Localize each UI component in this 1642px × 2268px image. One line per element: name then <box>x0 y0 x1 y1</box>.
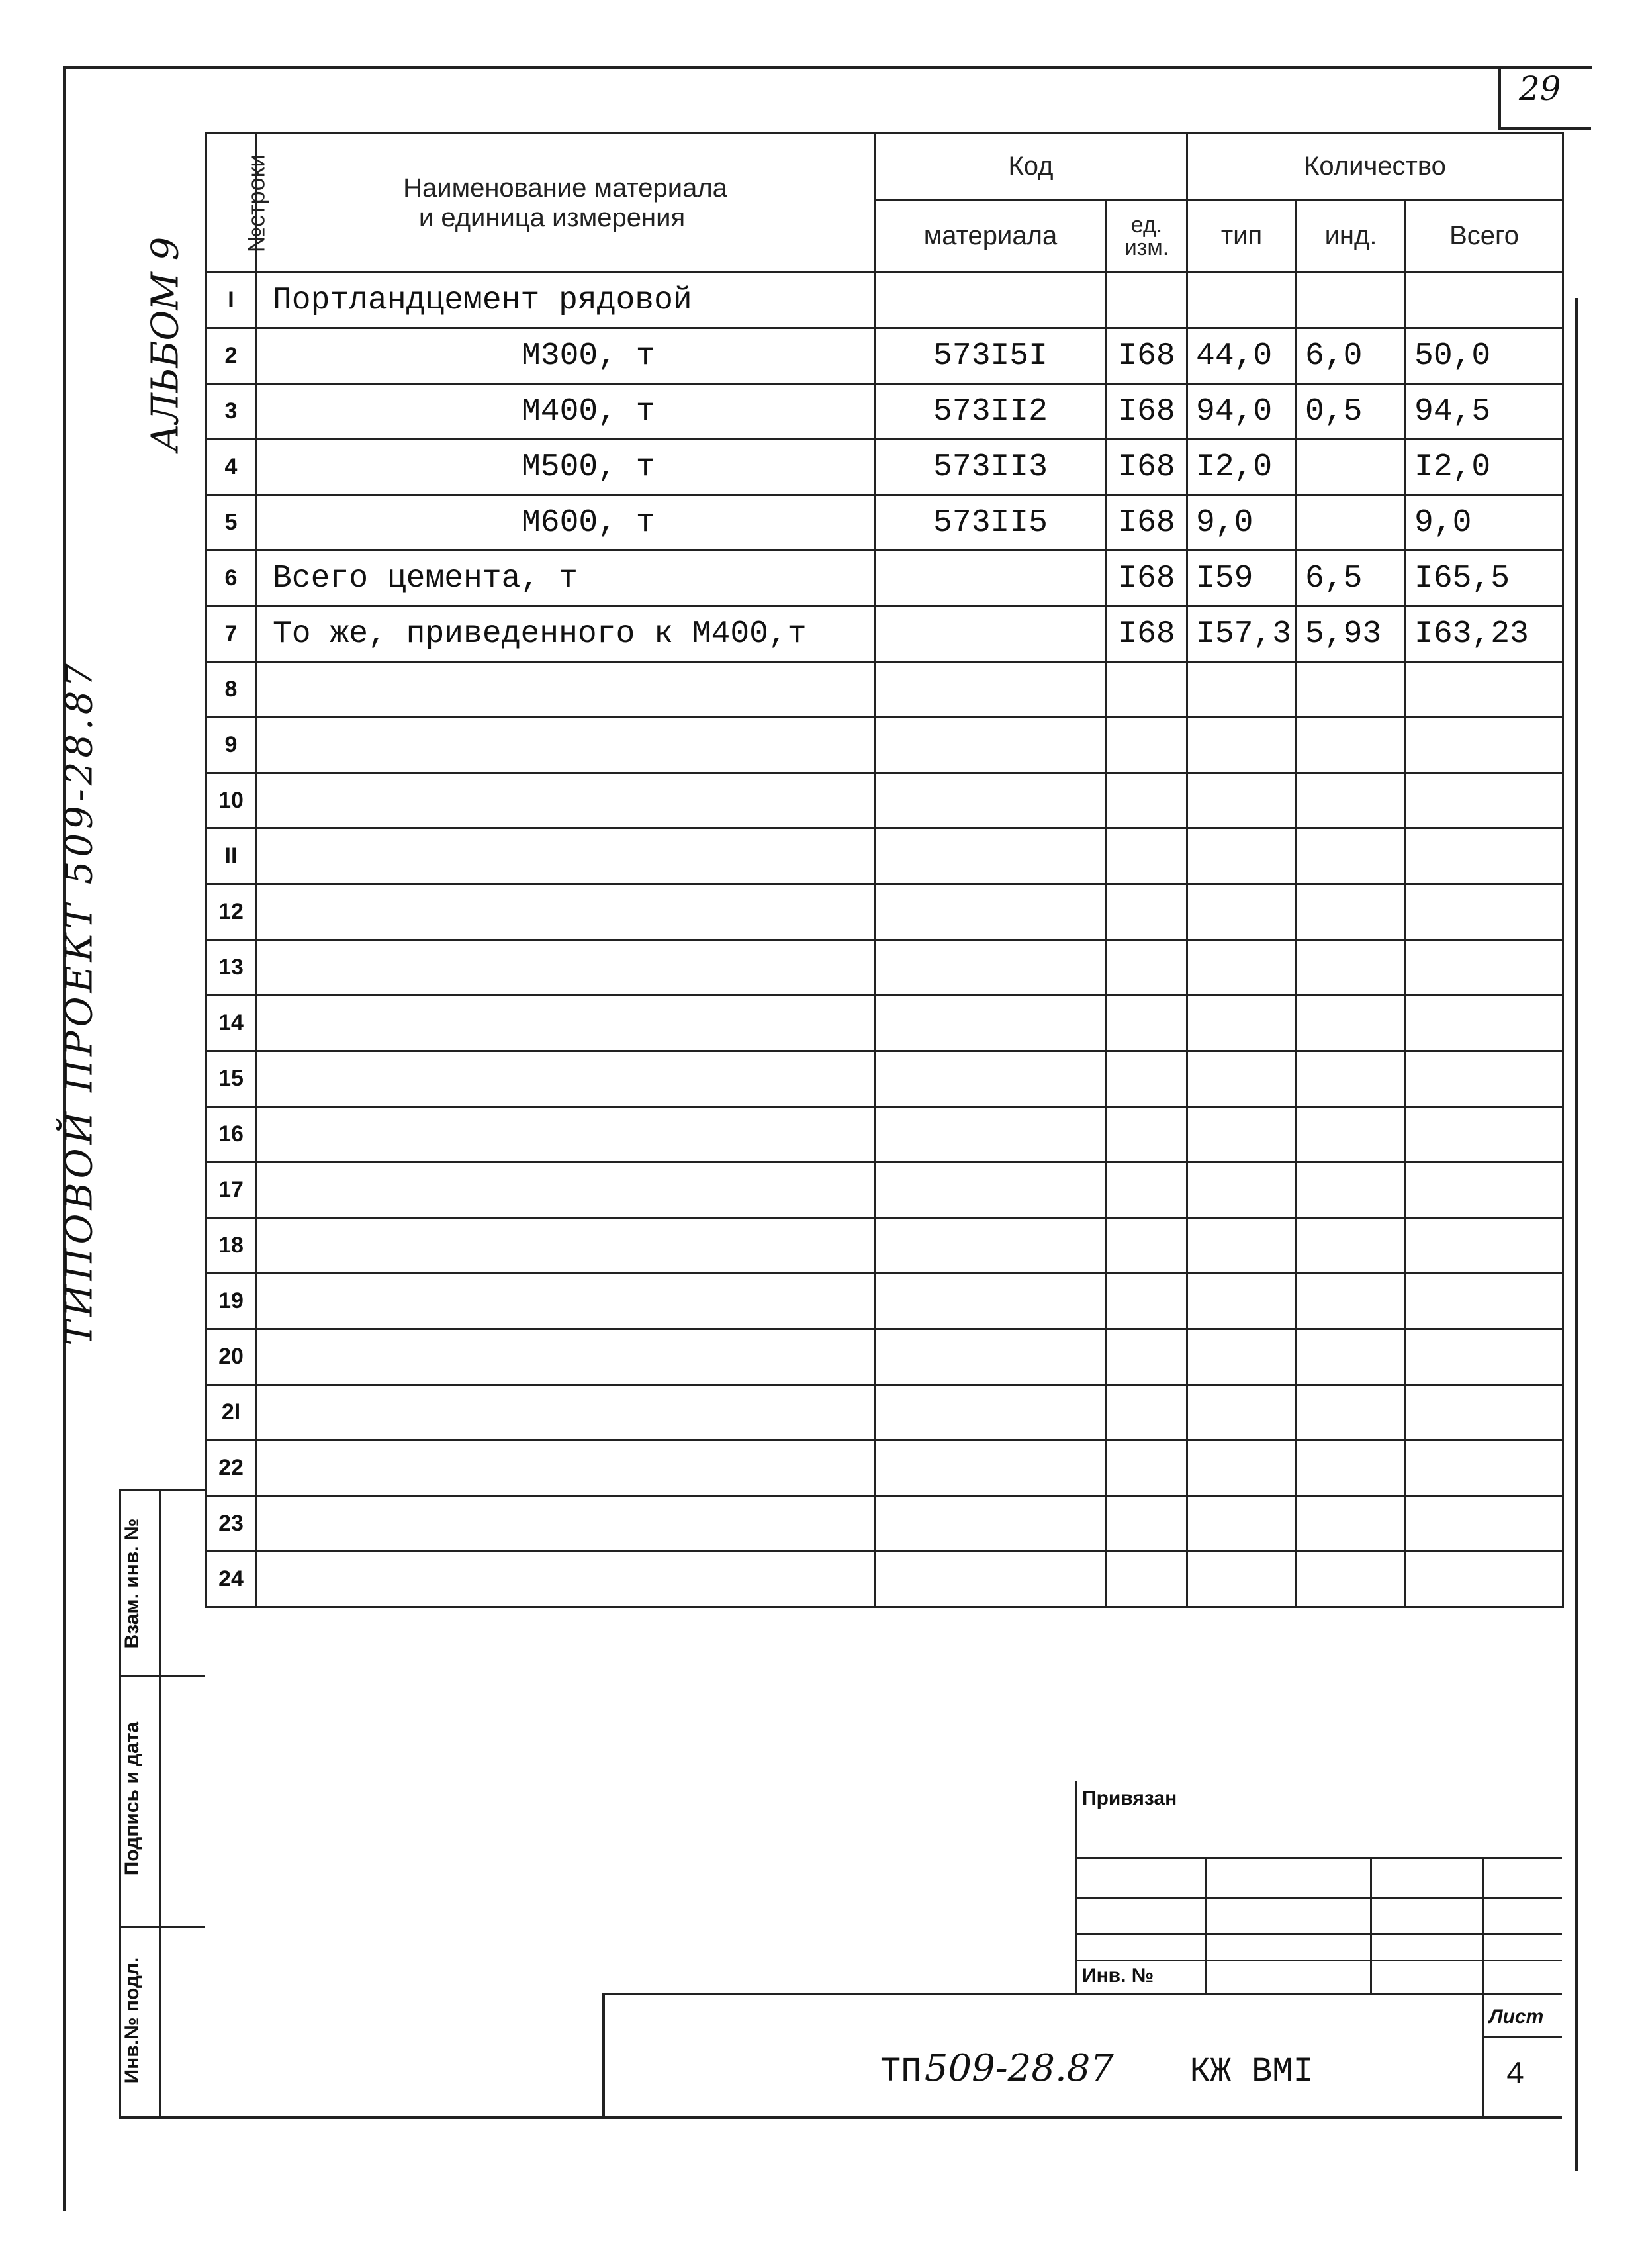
qty-type-cell: 44,0 <box>1187 328 1297 384</box>
privyazan-label: Привязан <box>1082 1787 1177 1809</box>
project-title: ТИПОВОЙ ПРОЕКТ 509-28.87 <box>58 659 101 1346</box>
material-name-cell: То же, приведенного к М400,т <box>256 606 875 662</box>
material-name-cell <box>256 1107 875 1162</box>
table-row <box>206 1329 1563 1385</box>
qty-type-cell <box>1187 884 1297 940</box>
material-name-cell: Портландцемент рядовой <box>256 273 875 328</box>
header-quantity: Количество <box>1187 134 1563 200</box>
qty-ind-cell <box>1297 495 1406 551</box>
table-row <box>206 1552 1563 1607</box>
material-code-cell <box>875 551 1107 606</box>
table-row <box>206 384 1563 440</box>
qty-type-cell: 94,0 <box>1187 384 1297 440</box>
unit-code-cell <box>1107 1162 1187 1218</box>
row-number-cell: 22 <box>206 1441 256 1496</box>
material-code-cell: 573II3 <box>875 440 1107 495</box>
qty-ind-cell <box>1297 1496 1406 1552</box>
qty-total-cell <box>1406 1496 1563 1552</box>
material-code-cell <box>875 1496 1107 1552</box>
material-name-cell: М600, т <box>256 495 875 551</box>
material-code-cell <box>875 884 1107 940</box>
qty-type-cell <box>1187 718 1297 773</box>
tb-line-1 <box>1075 1857 1562 1859</box>
stamp-podpis-data: Подпись и дата <box>121 1721 143 1876</box>
table-row <box>206 1162 1563 1218</box>
tb-vsep-3 <box>1482 1857 1484 2118</box>
list-value: 4 <box>1506 2057 1525 2093</box>
tb-line-3 <box>1075 1933 1562 1935</box>
qty-type-cell <box>1187 1051 1297 1107</box>
qty-ind-cell <box>1297 1218 1406 1274</box>
stamp-div2 <box>119 1926 205 1928</box>
material-name-cell <box>256 1329 875 1385</box>
row-number-cell: 13 <box>206 940 256 996</box>
material-name-cell <box>256 829 875 884</box>
material-name-cell <box>256 1218 875 1274</box>
table-row <box>206 273 1563 328</box>
qty-total-cell: 94,5 <box>1406 384 1563 440</box>
qty-type-cell <box>1187 996 1297 1051</box>
qty-type-cell <box>1187 1162 1297 1218</box>
qty-ind-cell: 5,93 <box>1297 606 1406 662</box>
qty-ind-cell <box>1297 1162 1406 1218</box>
material-name-cell <box>256 1162 875 1218</box>
qty-total-cell <box>1406 1385 1563 1441</box>
material-name-cell: М400, т <box>256 384 875 440</box>
unit-code-cell <box>1107 1385 1187 1441</box>
qty-total-cell <box>1406 940 1563 996</box>
row-number-cell: 15 <box>206 1051 256 1107</box>
qty-type-cell <box>1187 1552 1297 1607</box>
tb-line-2 <box>1075 1897 1562 1899</box>
material-name-cell <box>256 1051 875 1107</box>
qty-total-cell <box>1406 662 1563 718</box>
unit-code-cell <box>1107 996 1187 1051</box>
unit-code-cell: I68 <box>1107 495 1187 551</box>
row-number-cell: 19 <box>206 1274 256 1329</box>
row-number-cell: 2 <box>206 328 256 384</box>
table-row <box>206 495 1563 551</box>
qty-type-cell <box>1187 1385 1297 1441</box>
qty-ind-cell <box>1297 273 1406 328</box>
qty-total-cell: I2,0 <box>1406 440 1563 495</box>
material-code-cell <box>875 1274 1107 1329</box>
frame-pagebox-bottom <box>1498 127 1591 130</box>
header-code: Код <box>875 134 1187 200</box>
unit-code-cell: I68 <box>1107 551 1187 606</box>
frame-pagebox-left <box>1498 66 1501 129</box>
qty-total-cell <box>1406 273 1563 328</box>
qty-total-cell <box>1406 1441 1563 1496</box>
unit-code-cell <box>1107 1496 1187 1552</box>
material-name-cell <box>256 1441 875 1496</box>
material-name-cell: М500, т <box>256 440 875 495</box>
tb-vsep-1 <box>1205 1857 1207 1993</box>
table-row <box>206 829 1563 884</box>
qty-type-cell <box>1187 1441 1297 1496</box>
material-name-cell <box>256 718 875 773</box>
qty-total-cell <box>1406 1274 1563 1329</box>
qty-type-cell <box>1187 1329 1297 1385</box>
table-row <box>206 940 1563 996</box>
qty-ind-cell <box>1297 940 1406 996</box>
material-name-cell <box>256 996 875 1051</box>
table-row <box>206 1107 1563 1162</box>
material-code-cell <box>875 1441 1107 1496</box>
qty-total-cell <box>1406 884 1563 940</box>
qty-total-cell: 50,0 <box>1406 328 1563 384</box>
header-code-unit: ед. изм. <box>1107 200 1187 273</box>
document-designation <box>880 2047 1314 2091</box>
table-row <box>206 1218 1563 1274</box>
qty-ind-cell <box>1297 718 1406 773</box>
table-row <box>206 662 1563 718</box>
table-row <box>206 884 1563 940</box>
tb-line-4 <box>1075 1960 1562 1961</box>
unit-code-cell <box>1107 1051 1187 1107</box>
unit-code-cell <box>1107 940 1187 996</box>
material-code-cell <box>875 1329 1107 1385</box>
qty-type-cell: I2,0 <box>1187 440 1297 495</box>
stamp-bottom <box>119 2116 1562 2119</box>
unit-code-cell: I68 <box>1107 328 1187 384</box>
tb-list-sep <box>1482 2036 1562 2038</box>
material-name-cell: Всего цемента, т <box>256 551 875 606</box>
inv-no-label: Инв. № <box>1082 1965 1154 1987</box>
qty-total-cell <box>1406 1552 1563 1607</box>
row-number-cell: 12 <box>206 884 256 940</box>
qty-type-cell: I59 <box>1187 551 1297 606</box>
qty-total-cell <box>1406 718 1563 773</box>
table-row <box>206 996 1563 1051</box>
table-row <box>206 606 1563 662</box>
materials-table <box>205 132 1564 1608</box>
table-row <box>206 1441 1563 1496</box>
qty-ind-cell <box>1297 1385 1406 1441</box>
qty-ind-cell <box>1297 773 1406 829</box>
unit-code-cell: I68 <box>1107 384 1187 440</box>
qty-total-cell <box>1406 773 1563 829</box>
qty-type-cell <box>1187 662 1297 718</box>
doc-suffix: КЖ ВМI <box>1189 2052 1314 2091</box>
qty-ind-cell: 6,5 <box>1297 551 1406 606</box>
header-qty-type: тип <box>1187 200 1297 273</box>
unit-code-cell <box>1107 1329 1187 1385</box>
unit-code-cell: I68 <box>1107 440 1187 495</box>
stamp-vzam-inv: Взам. инв. № <box>121 1518 143 1649</box>
row-number-cell: 10 <box>206 773 256 829</box>
list-label: Лист <box>1489 2006 1544 2028</box>
row-number-cell: 16 <box>206 1107 256 1162</box>
row-number-cell: 5 <box>206 495 256 551</box>
qty-ind-cell: 0,5 <box>1297 384 1406 440</box>
row-number-cell: 8 <box>206 662 256 718</box>
header-qty-ind: инд. <box>1297 200 1406 273</box>
row-number-cell: 7 <box>206 606 256 662</box>
material-name-cell <box>256 1496 875 1552</box>
frame-right-line <box>1575 298 1578 2171</box>
row-number-cell: 24 <box>206 1552 256 1607</box>
material-name-cell <box>256 940 875 996</box>
table-body <box>206 273 1563 1607</box>
album-title: АЛЬБОМ 9 <box>144 236 187 452</box>
table-row <box>206 440 1563 495</box>
table-row <box>206 773 1563 829</box>
material-code-cell: 573I5I <box>875 328 1107 384</box>
table-row <box>206 328 1563 384</box>
table-row <box>206 1496 1563 1552</box>
header-material-name: Наименование материала и единица измерения <box>256 134 875 273</box>
material-code-cell <box>875 940 1107 996</box>
doc-prefix: ТП <box>880 2052 922 2091</box>
qty-type-cell <box>1187 940 1297 996</box>
qty-ind-cell <box>1297 440 1406 495</box>
qty-type-cell <box>1187 773 1297 829</box>
qty-ind-cell <box>1297 996 1406 1051</box>
material-code-cell <box>875 718 1107 773</box>
material-code-cell <box>875 773 1107 829</box>
material-name-cell <box>256 1552 875 1607</box>
tb-vsep-2 <box>1370 1857 1372 1993</box>
material-code-cell <box>875 606 1107 662</box>
row-number-cell: 4 <box>206 440 256 495</box>
qty-total-cell: I63,23 <box>1406 606 1563 662</box>
material-code-cell <box>875 996 1107 1051</box>
row-number-cell: 9 <box>206 718 256 773</box>
row-number-cell: 17 <box>206 1162 256 1218</box>
material-code-cell <box>875 1218 1107 1274</box>
row-number-cell: 20 <box>206 1329 256 1385</box>
material-name-cell <box>256 884 875 940</box>
header-code-material: материала <box>875 200 1107 273</box>
unit-code-cell <box>1107 662 1187 718</box>
stamp-inv-podl: Инв.№ подл. <box>121 1957 143 2084</box>
qty-type-cell <box>1187 1218 1297 1274</box>
qty-type-cell: I57,3 <box>1187 606 1297 662</box>
qty-total-cell <box>1406 1107 1563 1162</box>
material-code-cell: 573II5 <box>875 495 1107 551</box>
table-row <box>206 718 1563 773</box>
material-name-cell <box>256 662 875 718</box>
qty-total-cell <box>1406 1051 1563 1107</box>
qty-ind-cell <box>1297 1441 1406 1496</box>
unit-code-cell <box>1107 1274 1187 1329</box>
qty-total-cell <box>1406 829 1563 884</box>
row-number-cell: 3 <box>206 384 256 440</box>
qty-ind-cell <box>1297 1329 1406 1385</box>
material-code-cell <box>875 1162 1107 1218</box>
qty-ind-cell <box>1297 884 1406 940</box>
page-number: 29 <box>1519 70 1561 108</box>
qty-ind-cell <box>1297 1051 1406 1107</box>
header-qty-total: Всего <box>1406 200 1563 273</box>
material-code-cell <box>875 1107 1107 1162</box>
material-name-cell: М300, т <box>256 328 875 384</box>
material-code-cell <box>875 273 1107 328</box>
row-number-cell: II <box>206 829 256 884</box>
table-row <box>206 1274 1563 1329</box>
qty-total-cell <box>1406 996 1563 1051</box>
qty-type-cell <box>1187 829 1297 884</box>
qty-total-cell <box>1406 1329 1563 1385</box>
stamp-col-right <box>159 1489 161 2118</box>
stamp-div1 <box>119 1675 205 1677</box>
qty-ind-cell <box>1297 662 1406 718</box>
material-code-cell <box>875 1051 1107 1107</box>
row-number-cell: 6 <box>206 551 256 606</box>
qty-type-cell <box>1187 1496 1297 1552</box>
qty-ind-cell <box>1297 1107 1406 1162</box>
unit-code-cell <box>1107 718 1187 773</box>
qty-type-cell <box>1187 273 1297 328</box>
row-number-cell: I <box>206 273 256 328</box>
unit-code-cell <box>1107 829 1187 884</box>
unit-code-cell <box>1107 1218 1187 1274</box>
qty-ind-cell <box>1297 1552 1406 1607</box>
tb-main-left <box>602 1993 605 2118</box>
header-row-number: №строки <box>206 134 256 273</box>
material-name-cell <box>256 1385 875 1441</box>
table-row <box>206 1385 1563 1441</box>
qty-type-cell: 9,0 <box>1187 495 1297 551</box>
material-code-cell: 573II2 <box>875 384 1107 440</box>
row-number-cell: 18 <box>206 1218 256 1274</box>
qty-ind-cell <box>1297 1274 1406 1329</box>
unit-code-cell <box>1107 1441 1187 1496</box>
qty-total-cell: 9,0 <box>1406 495 1563 551</box>
qty-total-cell <box>1406 1218 1563 1274</box>
qty-ind-cell <box>1297 829 1406 884</box>
unit-code-cell <box>1107 273 1187 328</box>
qty-total-cell <box>1406 1162 1563 1218</box>
unit-code-cell <box>1107 1552 1187 1607</box>
material-code-cell <box>875 829 1107 884</box>
row-number-cell: 23 <box>206 1496 256 1552</box>
material-code-cell <box>875 1385 1107 1441</box>
row-number-cell: 2I <box>206 1385 256 1441</box>
doc-number: 509-28.87 <box>924 2047 1114 2090</box>
qty-type-cell <box>1187 1107 1297 1162</box>
stamp-top <box>119 1489 205 1491</box>
row-number-cell: 14 <box>206 996 256 1051</box>
tb-main-top <box>602 1993 1562 1995</box>
unit-code-cell <box>1107 884 1187 940</box>
material-name-cell <box>256 1274 875 1329</box>
material-code-cell <box>875 662 1107 718</box>
qty-total-cell: I65,5 <box>1406 551 1563 606</box>
unit-code-cell <box>1107 1107 1187 1162</box>
frame-top-line <box>63 66 1592 69</box>
table-row <box>206 1051 1563 1107</box>
material-name-cell <box>256 773 875 829</box>
unit-code-cell <box>1107 773 1187 829</box>
material-code-cell <box>875 1552 1107 1607</box>
qty-ind-cell: 6,0 <box>1297 328 1406 384</box>
qty-type-cell <box>1187 1274 1297 1329</box>
unit-code-cell: I68 <box>1107 606 1187 662</box>
table-row <box>206 551 1563 606</box>
